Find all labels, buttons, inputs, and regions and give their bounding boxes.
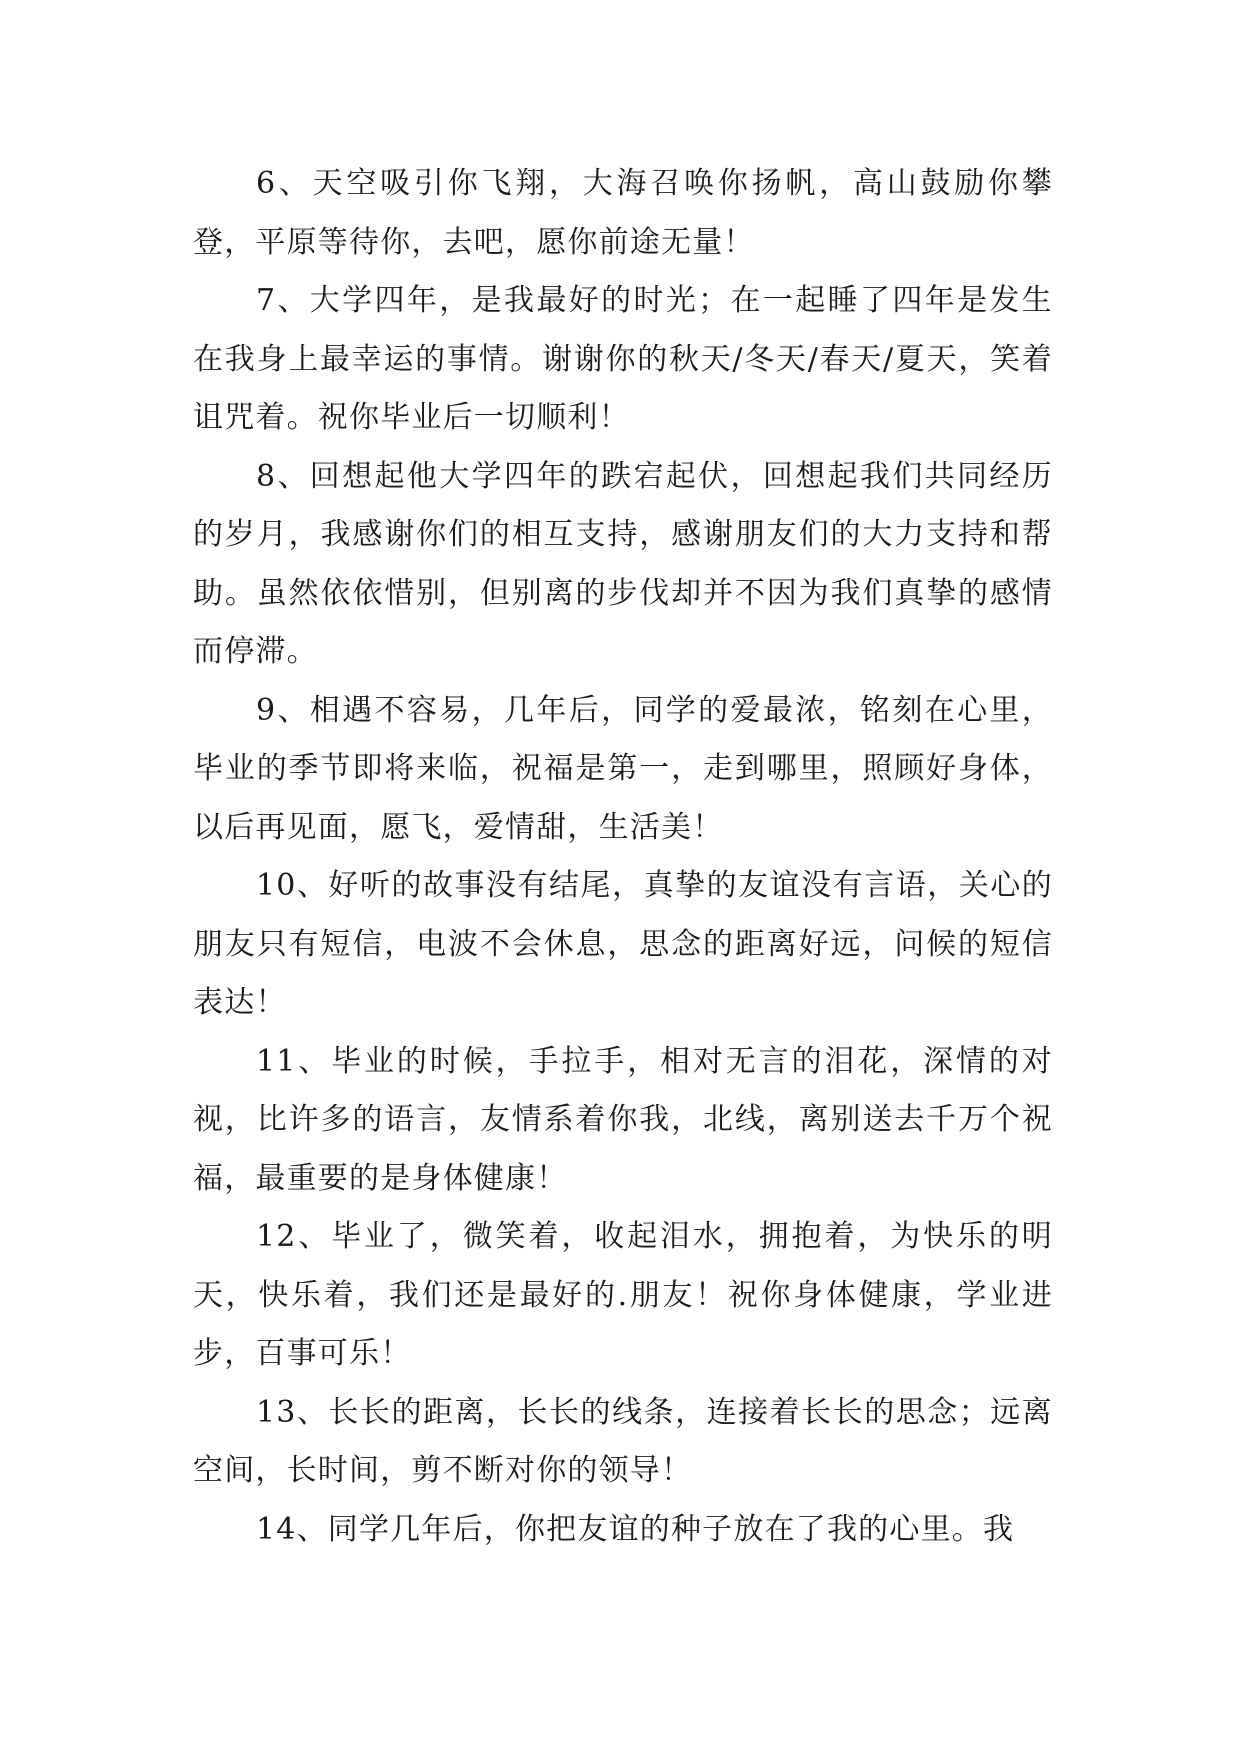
paragraph-8: 8、回想起他大学四年的跌宕起伏，回想起我们共同经历的岁月，我感谢你们的相互支持，感谢朋友们的大力支持和帮助。虽然依依惜别，但别离的步伐却并不因为我们真挚的感情而停滞。	[193, 458, 1053, 669]
paragraph-6: 6、天空吸引你飞翔，大海召唤你扬帆，高山鼓励你攀登，平原等待你，去吧，愿你前途无量！	[193, 166, 1053, 260]
paragraph-9: 9、相遇不容易，几年后，同学的爱最浓，铭刻在心里，毕业的季节即将来临，祝福是第一，走到哪里，照顾好身体，以后再见面，愿飞，爱情甜，生活美！	[193, 692, 1053, 845]
paragraph-10: 10、好听的故事没有结尾，真挚的友谊没有言语，关心的朋友只有短信，电波不会休息，思念的距离好远，问候的短信表达！	[193, 868, 1053, 1020]
paragraph-13: 13、长长的距离，长长的线条，连接着长长的思念；远离空间，长时间，剪不断对你的领导！	[193, 1394, 1053, 1488]
document-page	[193, 155, 1053, 1559]
paragraph-11: 11、毕业的时候，手拉手，相对无言的泪花，深情的对视，比许多的语言，友情系着你我，北线，离别送去千万个祝福，最重要的是身体健康！	[193, 1043, 1053, 1196]
paragraph-14: 14、同学几年后，你把友谊的种子放在了我的心里。我	[256, 1511, 1015, 1547]
paragraph-12: 12、毕业了，微笑着，收起泪水，拥抱着，为快乐的明天，快乐着，我们还是最好的.朋友！祝你身体健康，学业进步，百事可乐！	[193, 1219, 1053, 1371]
paragraph-7: 7、大学四年，是我最好的时光；在一起睡了四年是发生在我身上最幸运的事情。谢谢你的秋天/冬天/春天/夏天，笑着诅咒着。祝你毕业后一切顺利！	[193, 283, 1053, 435]
